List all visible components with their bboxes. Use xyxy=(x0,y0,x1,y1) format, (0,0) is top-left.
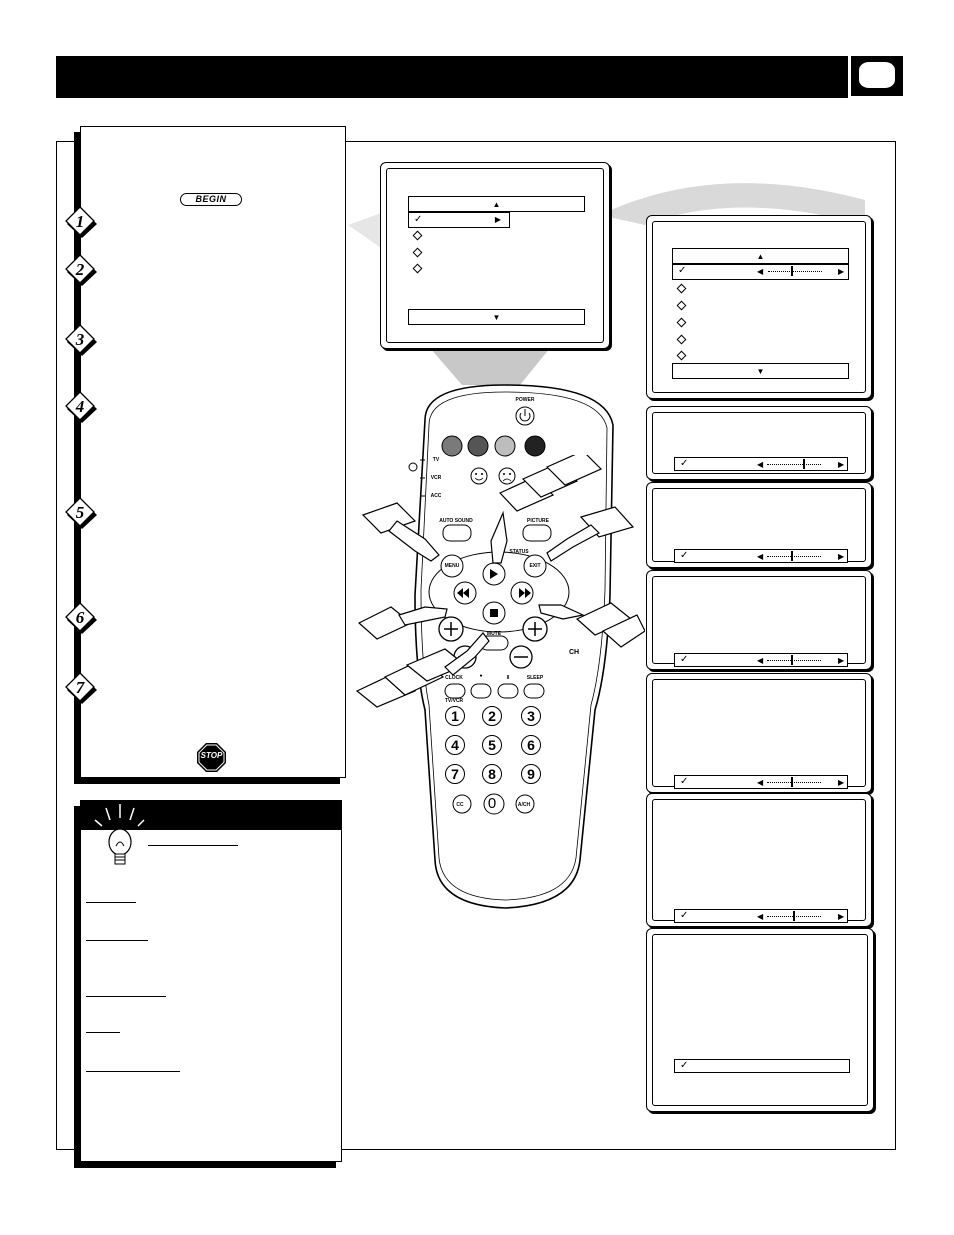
step-number-text: 7 xyxy=(75,678,85,697)
step-number-text: 3 xyxy=(75,330,85,349)
number-key-4[interactable]: 4 xyxy=(445,735,465,755)
begin-label: BEGIN xyxy=(180,193,242,206)
auto-sound-label: AUTO SOUND xyxy=(439,518,473,524)
menu-item[interactable] xyxy=(414,230,421,242)
left-arrow-icon: ◀ xyxy=(757,778,764,787)
adjust-slider[interactable] xyxy=(674,909,848,923)
number-key-6[interactable]: 6 xyxy=(521,735,541,755)
tip-underline xyxy=(86,1032,120,1033)
down-arrow-icon: ▼ xyxy=(492,313,501,322)
left-arrow-icon: ◀ xyxy=(757,267,764,276)
confirm-screen xyxy=(646,928,874,1112)
left-arrow-icon: ◀ xyxy=(757,552,764,561)
step-number-7 xyxy=(66,673,97,704)
menu-down-bar[interactable] xyxy=(408,309,585,325)
left-arrow-icon: ◀ xyxy=(757,912,764,921)
pause-label: II xyxy=(506,675,510,681)
down-arrow-icon: ▼ xyxy=(756,367,765,376)
tv-vcr-label: TV/VCR xyxy=(444,698,464,704)
zero-key[interactable]: 0 xyxy=(487,795,497,812)
confirm-row[interactable] xyxy=(674,1059,850,1073)
check-icon: ✓ xyxy=(680,550,689,561)
hands-overlay xyxy=(355,455,645,725)
right-arrow-icon: ▶ xyxy=(838,912,845,921)
step-number-6 xyxy=(66,603,97,634)
stop-label: STOP xyxy=(200,751,223,760)
check-icon: ✓ xyxy=(680,654,689,665)
diamond-bullet-icon xyxy=(677,335,687,345)
tip-underline xyxy=(86,1071,180,1072)
submenu-item[interactable] xyxy=(678,317,685,329)
submenu-selected-slider[interactable] xyxy=(672,264,849,280)
diamond-bullet-icon xyxy=(413,231,423,241)
step-number-text: 5 xyxy=(75,503,85,522)
check-icon: ✓ xyxy=(414,214,423,225)
tip-underline xyxy=(86,902,136,903)
diamond-bullet-icon xyxy=(677,351,687,361)
check-icon: ✓ xyxy=(680,458,689,469)
step-number-2 xyxy=(66,255,97,286)
right-arrow-icon: ▶ xyxy=(494,215,501,224)
right-arrow-icon: ▶ xyxy=(838,267,845,276)
number-key-9[interactable]: 9 xyxy=(521,764,541,784)
clock-label: CLOCK xyxy=(445,675,463,681)
step-number-text: 2 xyxy=(75,260,85,279)
menu-up-bar[interactable] xyxy=(408,196,585,212)
submenu-item[interactable] xyxy=(678,350,685,362)
exit-label[interactable]: EXIT xyxy=(529,563,541,569)
slider-screen-4 xyxy=(646,673,872,793)
right-arrow-icon: ▶ xyxy=(838,778,845,787)
step-number-text: 1 xyxy=(75,212,85,231)
right-arrow-icon: ▶ xyxy=(838,656,845,665)
slider-screen-2 xyxy=(646,482,872,568)
sleep-label: SLEEP xyxy=(526,675,544,681)
step-number-text: 6 xyxy=(75,608,85,627)
menu-selected-item[interactable] xyxy=(408,212,510,228)
diamond-bullet-icon xyxy=(677,284,687,294)
submenu-item[interactable] xyxy=(678,334,685,346)
record-label: ● xyxy=(479,673,483,679)
adjust-slider[interactable] xyxy=(674,549,848,563)
adjust-slider[interactable] xyxy=(674,775,848,789)
picture-label: PICTURE xyxy=(527,518,549,524)
submenu-down-bar[interactable] xyxy=(672,363,849,379)
status-label: STATUS xyxy=(509,549,529,555)
step-number-5 xyxy=(66,498,97,529)
up-arrow-icon: ▲ xyxy=(756,252,765,261)
tip-underline xyxy=(86,940,148,941)
number-key-7[interactable]: 7 xyxy=(445,764,465,784)
diamond-bullet-icon xyxy=(413,248,423,258)
ch-label: CH xyxy=(568,649,580,656)
submenu-up-bar[interactable] xyxy=(672,248,849,264)
submenu-item[interactable] xyxy=(678,283,685,295)
slider-screen-3 xyxy=(646,570,872,670)
step-number-text: 4 xyxy=(75,397,85,416)
mode-label-vcr: VCR xyxy=(430,475,442,481)
power-label: POWER xyxy=(515,397,535,403)
menu-item[interactable] xyxy=(414,247,421,259)
number-key-1[interactable]: 1 xyxy=(445,706,465,726)
number-key-8[interactable]: 8 xyxy=(482,764,502,784)
menu-label[interactable]: MENU xyxy=(444,563,460,569)
diamond-bullet-icon xyxy=(413,264,423,274)
step-number-4 xyxy=(66,392,97,423)
right-arrow-icon: ▶ xyxy=(838,552,845,561)
number-key-2[interactable]: 2 xyxy=(482,706,502,726)
menu-item[interactable] xyxy=(414,263,421,275)
check-icon: ✓ xyxy=(680,776,689,787)
check-icon: ✓ xyxy=(680,1060,689,1071)
slider-screen-1 xyxy=(646,406,872,480)
mode-label-tv: TV xyxy=(432,457,440,463)
left-arrow-icon: ◀ xyxy=(757,460,764,469)
step-number-3 xyxy=(66,325,97,356)
adjust-slider[interactable] xyxy=(674,457,848,471)
tip-underline xyxy=(148,845,238,846)
cc-label[interactable]: CC xyxy=(456,802,464,808)
picture-menu-screen xyxy=(646,215,872,399)
check-icon: ✓ xyxy=(678,265,687,276)
ach-label[interactable]: A/CH xyxy=(517,802,531,808)
number-key-3[interactable]: 3 xyxy=(521,706,541,726)
left-arrow-icon: ◀ xyxy=(757,656,764,665)
diamond-bullet-icon xyxy=(677,318,687,328)
main-menu-screen xyxy=(380,162,610,349)
submenu-item[interactable] xyxy=(678,300,685,312)
lightbulb-icon xyxy=(86,800,156,870)
adjust-slider[interactable] xyxy=(674,653,848,667)
mute-label[interactable]: MUTE xyxy=(486,631,502,637)
mode-label-acc: ACC xyxy=(430,493,442,499)
check-icon: ✓ xyxy=(680,910,689,921)
up-arrow-icon: ▲ xyxy=(492,200,501,209)
right-arrow-icon: ▶ xyxy=(838,460,845,469)
step-number-1 xyxy=(66,207,97,238)
number-key-5[interactable]: 5 xyxy=(482,735,502,755)
diamond-bullet-icon xyxy=(677,301,687,311)
tip-underline xyxy=(86,996,166,997)
slider-screen-5 xyxy=(646,793,872,927)
stop-sign-icon xyxy=(197,743,226,772)
